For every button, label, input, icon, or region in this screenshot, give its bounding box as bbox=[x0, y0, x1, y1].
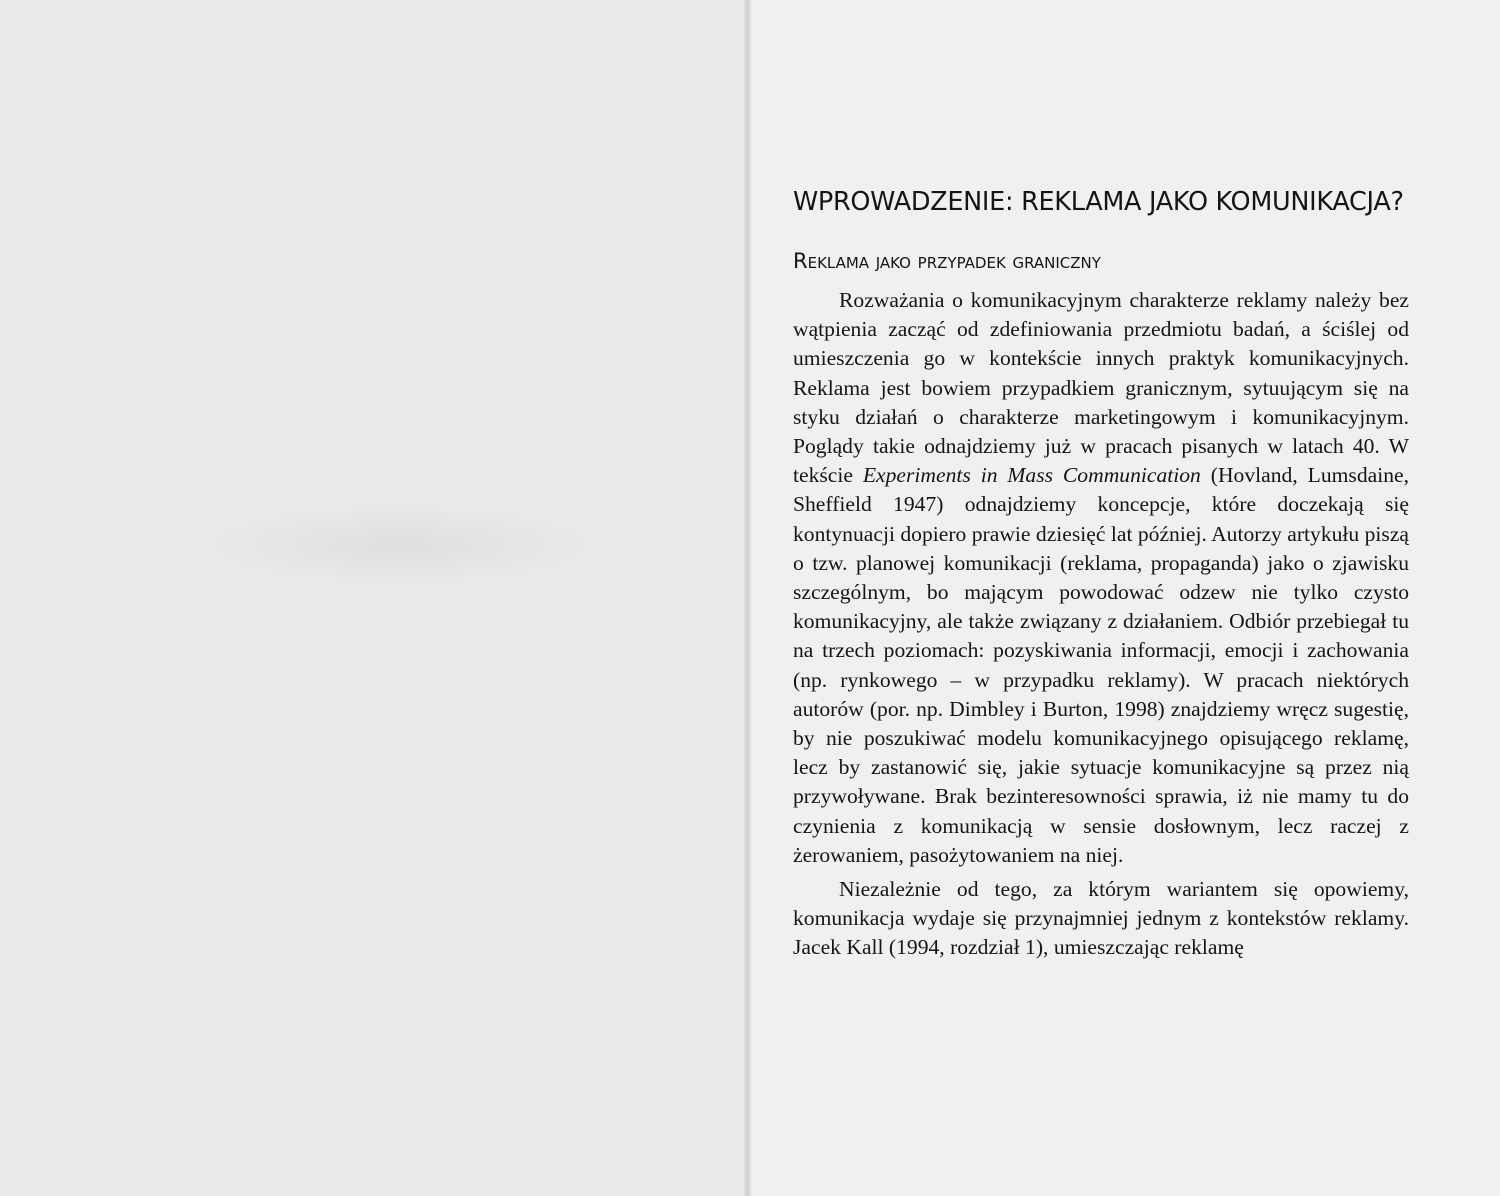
section-title: Reklama jako przypadek graniczny bbox=[793, 249, 1101, 273]
paragraph-1-text-b: (Hovland, Lumsdaine, Sheffield 1947) odnajdziemy koncepcje, które doczekają się kontynuacji dopiero prawie dziesięć lat później. Autorzy artykułu piszą o tzw. planowej komunikacji (reklama, propaganda) jako o zjawisku szczególnym, bo mającym powodować odzew nie tylko czysto komunikacyjny, ale także związany z działaniem. Odbiór przebiegał tu na trzech poziomach: pozyskiwania informacji, emocji i zachowania (np. rynkowego – w przypadku reklamy). W pracach niektórych autorów (por. np. Dimbley i Burton, 1998) znajdziemy wręcz sugestię, by nie poszukiwać modelu komunikacyjnego opisującego reklamę, lecz by zastanowić się, jakie sytuacje komunikacyjne są przez nią przywoływane. Brak bezinteresowności sprawia, iż nie mamy tu do czynienia z komunikacją w sensie dosłownym, lecz raczej z żerowaniem, pasożytowaniem na niej. bbox=[793, 463, 1409, 867]
paragraph-2 bbox=[793, 875, 1409, 963]
paragraph-1-text-a: Rozważania o komunikacyjnym charakterze reklamy należy bez wątpienia zacząć od zdefiniowania przedmiotu badań, a ściślej od umieszczenia go w kontekście innych praktyk komunikacyjnych. Reklama jest bowiem przypadkiem granicznym, sytuującym się na styku działań o charakterze marketingowym i komunikacyjnym. Poglądy takie odnajdziemy już w pracach pisanych w latach 40. W tekście bbox=[793, 288, 1409, 488]
book-gutter bbox=[744, 0, 752, 1196]
left-page bbox=[0, 0, 748, 1196]
bleed-through-shadow bbox=[180, 500, 620, 590]
paragraph-2-text: Niezależnie od tego, za którym wariantem się opowiemy, komunikacja wydaje się przynajmniej jednym z kontekstów reklamy. Jacek Kall (1994, rozdział 1), umieszczając reklamę bbox=[793, 877, 1409, 960]
chapter-title: WPROWADZENIE: REKLAMA JAKO KOMUNIKACJA? bbox=[793, 187, 1404, 217]
page-content bbox=[793, 186, 1409, 963]
paragraph-1 bbox=[793, 286, 1409, 870]
italic-title: Experiments in Mass Communication bbox=[862, 463, 1201, 488]
